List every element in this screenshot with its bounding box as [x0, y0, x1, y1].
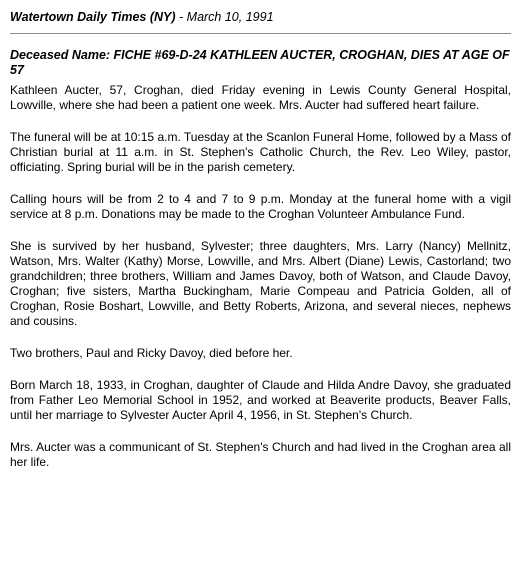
newspaper-name: Watertown Daily Times (NY) — [10, 10, 176, 24]
masthead — [10, 0, 511, 25]
publication-date: March 10, 1991 — [186, 10, 274, 24]
article-body — [10, 83, 511, 470]
article-paragraph: Two brothers, Paul and Ricky Davoy, died before her. — [10, 346, 293, 360]
article-paragraph: Kathleen Aucter, 57, Croghan, died Friday evening in Lewis County General Hospital, Lowville, where she had been a patient one week. Mrs. Aucter had suffered heart failure. — [10, 83, 511, 112]
header-divider — [10, 33, 511, 34]
article-paragraph: She is survived by her husband, Sylvester; three daughters, Mrs. Larry (Nancy) Mellnitz, Watson, Mrs. Walter (Kathy) Morse, Lowville, and Mrs. Albert (Diane) Lewis, Castorland; two grandchildren; three brothers, William and James Davoy, both of Watson, and Claude Davoy, Croghan; five sisters, Martha Buckingham, Marie Compeau and Patricia Golden, all of Croghan, Rosie Boshart, Lowville, and Betty Roberts, Arizona, and several nieces, nephews and cousins. — [10, 239, 511, 328]
article-paragraph: Born March 18, 1933, in Croghan, daughter of Claude and Hilda Andre Davoy, she graduated from Father Leo Memorial School in 1952, and worked at Beaverite products, Beaver Falls, until her marriage to Sylvester Aucter April 4, 1956, in St. Stephen's Church. — [10, 378, 511, 422]
article-paragraph: Calling hours will be from 2 to 4 and 7 to 9 p.m. Monday at the funeral home with a vigil service at 8 p.m. Donations may be made to the Croghan Volunteer Ambulance Fund. — [10, 192, 511, 221]
article-paragraph: The funeral will be at 10:15 a.m. Tuesday at the Scanlon Funeral Home, followed by a Mass of Christian burial at 11 a.m. in St. Stephen's Catholic Church, the Rev. Leo Wiley, pastor, officiating. Spring burial will be in the parish cemetery. — [10, 130, 511, 174]
article-paragraph: Mrs. Aucter was a communicant of St. Stephen's Church and had lived in the Croghan area all her life. — [10, 440, 511, 469]
masthead-separator: - — [175, 10, 187, 24]
article-headline: Deceased Name: FICHE #69-D-24 KATHLEEN AUCTER, CROGHAN, DIES AT AGE OF 57 — [10, 48, 510, 77]
